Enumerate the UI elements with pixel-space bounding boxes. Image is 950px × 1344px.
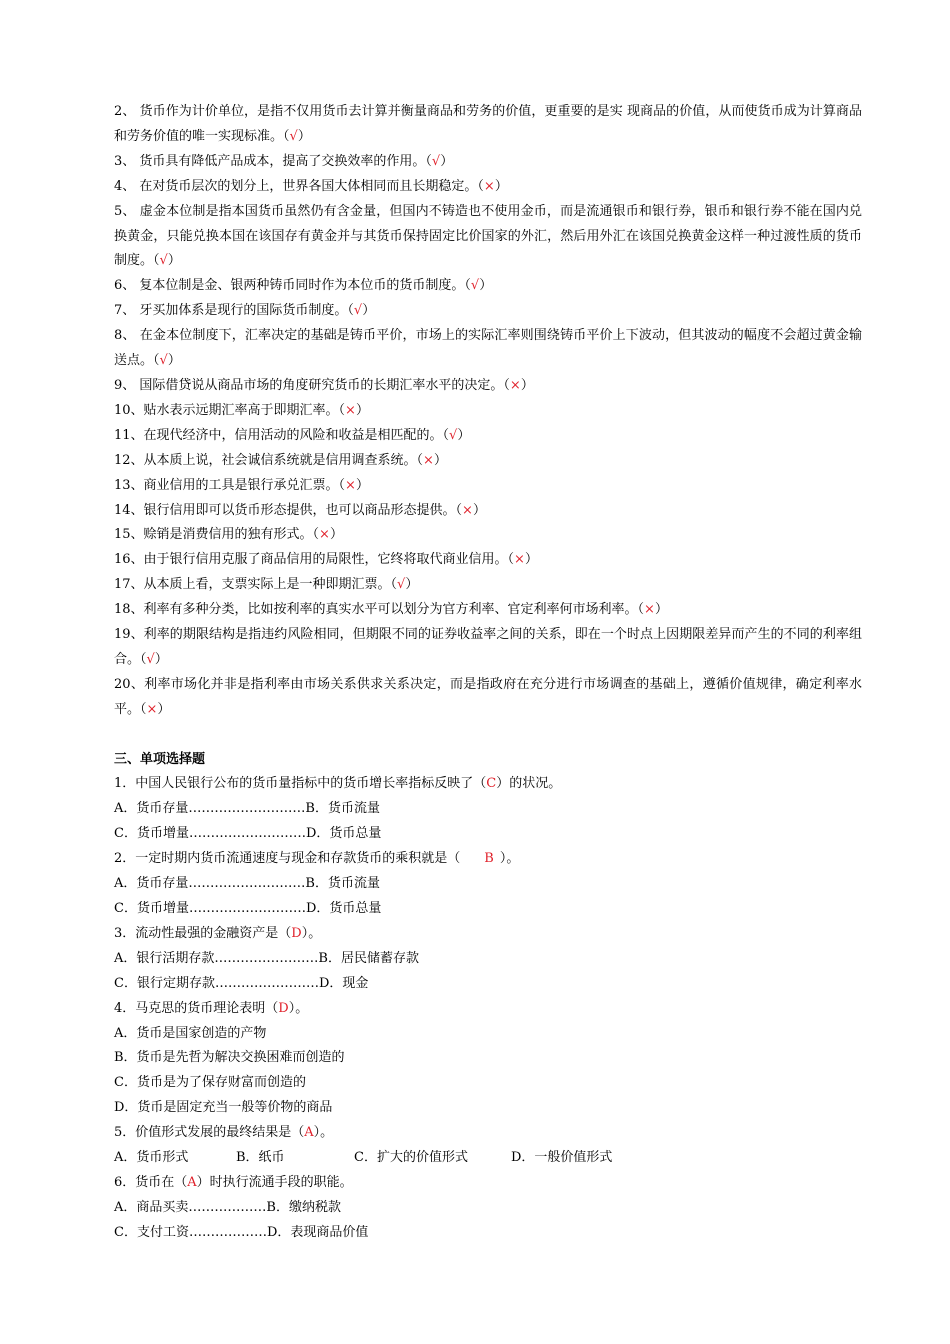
question-2-options-row-1 <box>114 872 862 897</box>
answer-mark: C <box>486 776 497 792</box>
question-text-end: ）。 <box>288 1000 309 1016</box>
statement-item <box>114 424 862 449</box>
question-4 <box>114 997 862 1022</box>
question-2 <box>114 847 862 872</box>
statement-text: 17、从本质上看，支票实际上是一种即期汇票。（ <box>114 577 398 593</box>
option-b: B．居民储蓄存款 <box>318 950 419 966</box>
closing-paren: ） <box>362 303 376 319</box>
statement-text: 7、 牙买加体系是现行的国际货币制度。（ <box>114 303 354 319</box>
question-1-options-row-1 <box>114 797 862 822</box>
question-text-end: ）。 <box>301 925 322 941</box>
answer-mark: √ <box>146 651 155 667</box>
closing-paren: ） <box>167 253 181 269</box>
answer-mark: D <box>291 925 302 941</box>
answer-mark: √ <box>159 253 168 269</box>
option-c: C．银行定期存款…………………… <box>114 975 319 991</box>
question-6-options-row-2 <box>114 1221 862 1246</box>
option-b: B．纸币 <box>236 1150 285 1166</box>
answer-mark: A <box>187 1174 197 1190</box>
answer-mark: √ <box>289 128 298 144</box>
question-text: 2．一定时期内货币流通速度与现金和存款货币的乘积就是（ <box>114 851 461 867</box>
closing-paren: ） <box>297 128 311 144</box>
answer-mark: A <box>304 1125 314 1141</box>
answer-mark: × <box>146 701 158 717</box>
answer-mark: √ <box>159 353 168 369</box>
closing-paren: ） <box>479 278 493 294</box>
statement-text: 13、商业信用的工具是银行承兑汇票。（ <box>114 477 346 493</box>
option-c: C．货币增量……………………… <box>114 826 306 842</box>
answer-mark: × <box>345 402 356 418</box>
option-a: A．银行活期存款…………………… <box>114 950 319 966</box>
option-d: D．货币是固定充当一般等价物的商品 <box>114 1100 333 1116</box>
statement-text: 6、 复本位制是金、银两种铸币同时作为本位币的货币制度。（ <box>114 278 471 294</box>
option-a: A．货币是国家创造的产物 <box>114 1025 267 1041</box>
closing-paren: ） <box>524 552 538 568</box>
closing-paren: ） <box>167 353 181 369</box>
statement-item <box>114 573 862 598</box>
closing-paren: ） <box>457 427 471 443</box>
statement-item <box>114 200 862 275</box>
closing-paren: ） <box>440 153 454 169</box>
closing-paren: ） <box>405 577 419 593</box>
statement-item <box>114 474 862 499</box>
closing-paren: ） <box>654 602 668 618</box>
answer-mark: × <box>345 477 356 493</box>
question-text: 6．货币在（ <box>114 1174 188 1190</box>
answer-mark: √ <box>397 577 406 593</box>
question-6 <box>114 1171 862 1196</box>
statement-item <box>114 673 862 723</box>
question-5 <box>114 1121 862 1146</box>
closing-paren: ） <box>494 178 508 194</box>
question-5-options <box>114 1146 862 1171</box>
option-b: B．货币流量 <box>305 801 380 817</box>
question-2-options-row-2 <box>114 897 862 922</box>
answer-mark: × <box>319 527 330 543</box>
closing-paren: ） <box>355 402 369 418</box>
statement-text: 12、从本质上说，社会诚信系统就是信用调查系统。（ <box>114 452 424 468</box>
option-a: A．货币形式 <box>114 1150 189 1166</box>
closing-paren: ） <box>154 651 168 667</box>
question-text: 4．马克思的货币理论表明（ <box>114 1000 279 1016</box>
answer-mark: × <box>423 452 434 468</box>
true-false-list <box>114 100 862 723</box>
question-text: 3．流动性最强的金融资产是（ <box>114 925 292 941</box>
option-d: D．现金 <box>318 975 369 991</box>
question-text-end: ）的状况。 <box>496 776 562 792</box>
question-text: 5．价值形式发展的最终结果是（ <box>114 1125 305 1141</box>
statement-text: 2、 货币作为计价单位，是指不仅用货币去计算并衡量商品和劳务的价值，更重要的是实 现商品的价值，从而使货币成为计算商品和劳务价值的唯一实现标准。（ <box>114 104 862 144</box>
statement-item <box>114 399 862 424</box>
statement-item <box>114 449 862 474</box>
question-6-options-row-1 <box>114 1196 862 1221</box>
option-a: A．商品买卖……………… <box>114 1199 267 1215</box>
statement-text: 10、贴水表示远期汇率高于即期汇率。（ <box>114 402 346 418</box>
statement-text: 8、 在金本位制度下，汇率决定的基础是铸币平价，市场上的实际汇率则围绕铸币平价上下波动，但其波动的幅度不会超过黄金输送点。（ <box>114 328 862 369</box>
statement-text: 15、赊销是消费信用的独有形式。（ <box>114 527 320 543</box>
answer-mark: √ <box>449 427 458 443</box>
statement-text: 16、由于银行信用克服了商品信用的局限性，它终将取代商业信用。（ <box>114 552 515 568</box>
option-a: A．货币存量……………………… <box>114 876 306 892</box>
statement-item <box>114 548 862 573</box>
option-d: D．一般价值形式 <box>511 1150 613 1166</box>
answer-mark: D <box>278 1000 289 1016</box>
closing-paren: ） <box>355 477 369 493</box>
closing-paren: ） <box>520 377 534 393</box>
answer-mark: √ <box>431 153 441 169</box>
statement-text: 11、在现代经济中，信用活动的风险和收益是相匹配的。（ <box>114 427 450 443</box>
option-c: C．扩大的价值形式 <box>354 1150 468 1166</box>
option-d: D．表现商品价值 <box>266 1224 369 1240</box>
statement-text: 4、 在对货币层次的划分上，世界各国大体相同而且长期稳定。（ <box>114 178 484 194</box>
answer-mark: B <box>484 851 494 867</box>
option-b: B．货币是先哲为解决交换困难而创造的 <box>114 1050 345 1066</box>
answer-mark: × <box>644 602 655 618</box>
statement-item <box>114 623 862 673</box>
statement-text: 3、 货币具有降低产品成本，提高了交换效率的作用。（ <box>114 153 432 169</box>
answer-mark: √ <box>470 278 480 294</box>
statement-item <box>114 100 862 150</box>
statement-text: 20、利率市场化并非是指利率由市场关系供求关系决定，而是指政府在充分进行市场调查的基础上，遵循价值规律，确定利率水平。（ <box>114 676 862 717</box>
question-text-end: ）。 <box>313 1125 334 1141</box>
question-text-end: ）时执行流通手段的职能。 <box>196 1174 353 1190</box>
statement-item <box>114 299 862 324</box>
answer-mark: × <box>462 502 473 518</box>
question-text-end: ）。 <box>499 851 520 867</box>
statement-text: 18、利率有多种分类，比如按利率的真实水平可以划分为官方利率、官定利率何市场利率。（ <box>114 602 645 618</box>
option-c: C．支付工资……………… <box>114 1224 267 1240</box>
document-page <box>114 100 862 1246</box>
statement-item <box>114 150 862 175</box>
statement-item <box>114 374 862 399</box>
statement-item <box>114 324 862 374</box>
question-1-options-row-2 <box>114 822 862 847</box>
question-3-options-row-1 <box>114 947 862 972</box>
statement-text: 5、 虚金本位制是指本国货币虽然仍有含金量，但国内不铸造也不使用金币，而是流通银币和银行券，银币和银行券不能在国内兑换黄金，只能兑换本国在该国存有黄金并与其货币保持固定比价国家的外汇，然后用外汇在该国兑换黄金这样一种过渡性质的货币制度。（ <box>114 203 862 269</box>
closing-paren: ） <box>472 502 486 518</box>
option-d: D．货币总量 <box>305 826 382 842</box>
question-1 <box>114 772 862 797</box>
option-d: D．货币总量 <box>305 900 382 916</box>
statement-item <box>114 175 862 200</box>
section-title: 三、单项选择题 <box>114 751 206 767</box>
statement-text: 19、利率的期限结构是指违约风险相同，但期限不同的证券收益率之间的关系，即在一个时点上因期限差异而产生的不同的利率组合。（ <box>114 627 862 667</box>
statement-item <box>114 598 862 623</box>
question-3 <box>114 922 862 947</box>
question-text: 1．中国人民银行公布的货币量指标中的货币增长率指标反映了（ <box>114 776 487 792</box>
closing-paren: ） <box>157 701 171 717</box>
option-a: A．货币存量……………………… <box>114 801 306 817</box>
option-b: B．货币流量 <box>305 876 380 892</box>
option-c: C．货币是为了保存财富而创造的 <box>114 1075 306 1091</box>
statement-text: 14、银行信用即可以货币形态提供，也可以商品形态提供。（ <box>114 502 463 518</box>
question-3-options-row-2 <box>114 972 862 997</box>
answer-mark: × <box>514 552 525 568</box>
answer-mark: × <box>483 178 495 194</box>
statement-item <box>114 523 862 548</box>
answer-mark: × <box>509 377 521 393</box>
closing-paren: ） <box>433 452 447 468</box>
statement-item <box>114 499 862 524</box>
statement-text: 9、 国际借贷说从商品市场的角度研究货币的长期汇率水平的决定。（ <box>114 377 510 393</box>
statement-item <box>114 274 862 299</box>
closing-paren: ） <box>329 527 343 543</box>
option-b: B．缴纳税款 <box>266 1199 341 1215</box>
answer-mark: √ <box>353 303 363 319</box>
option-c: C．货币增量……………………… <box>114 900 306 916</box>
